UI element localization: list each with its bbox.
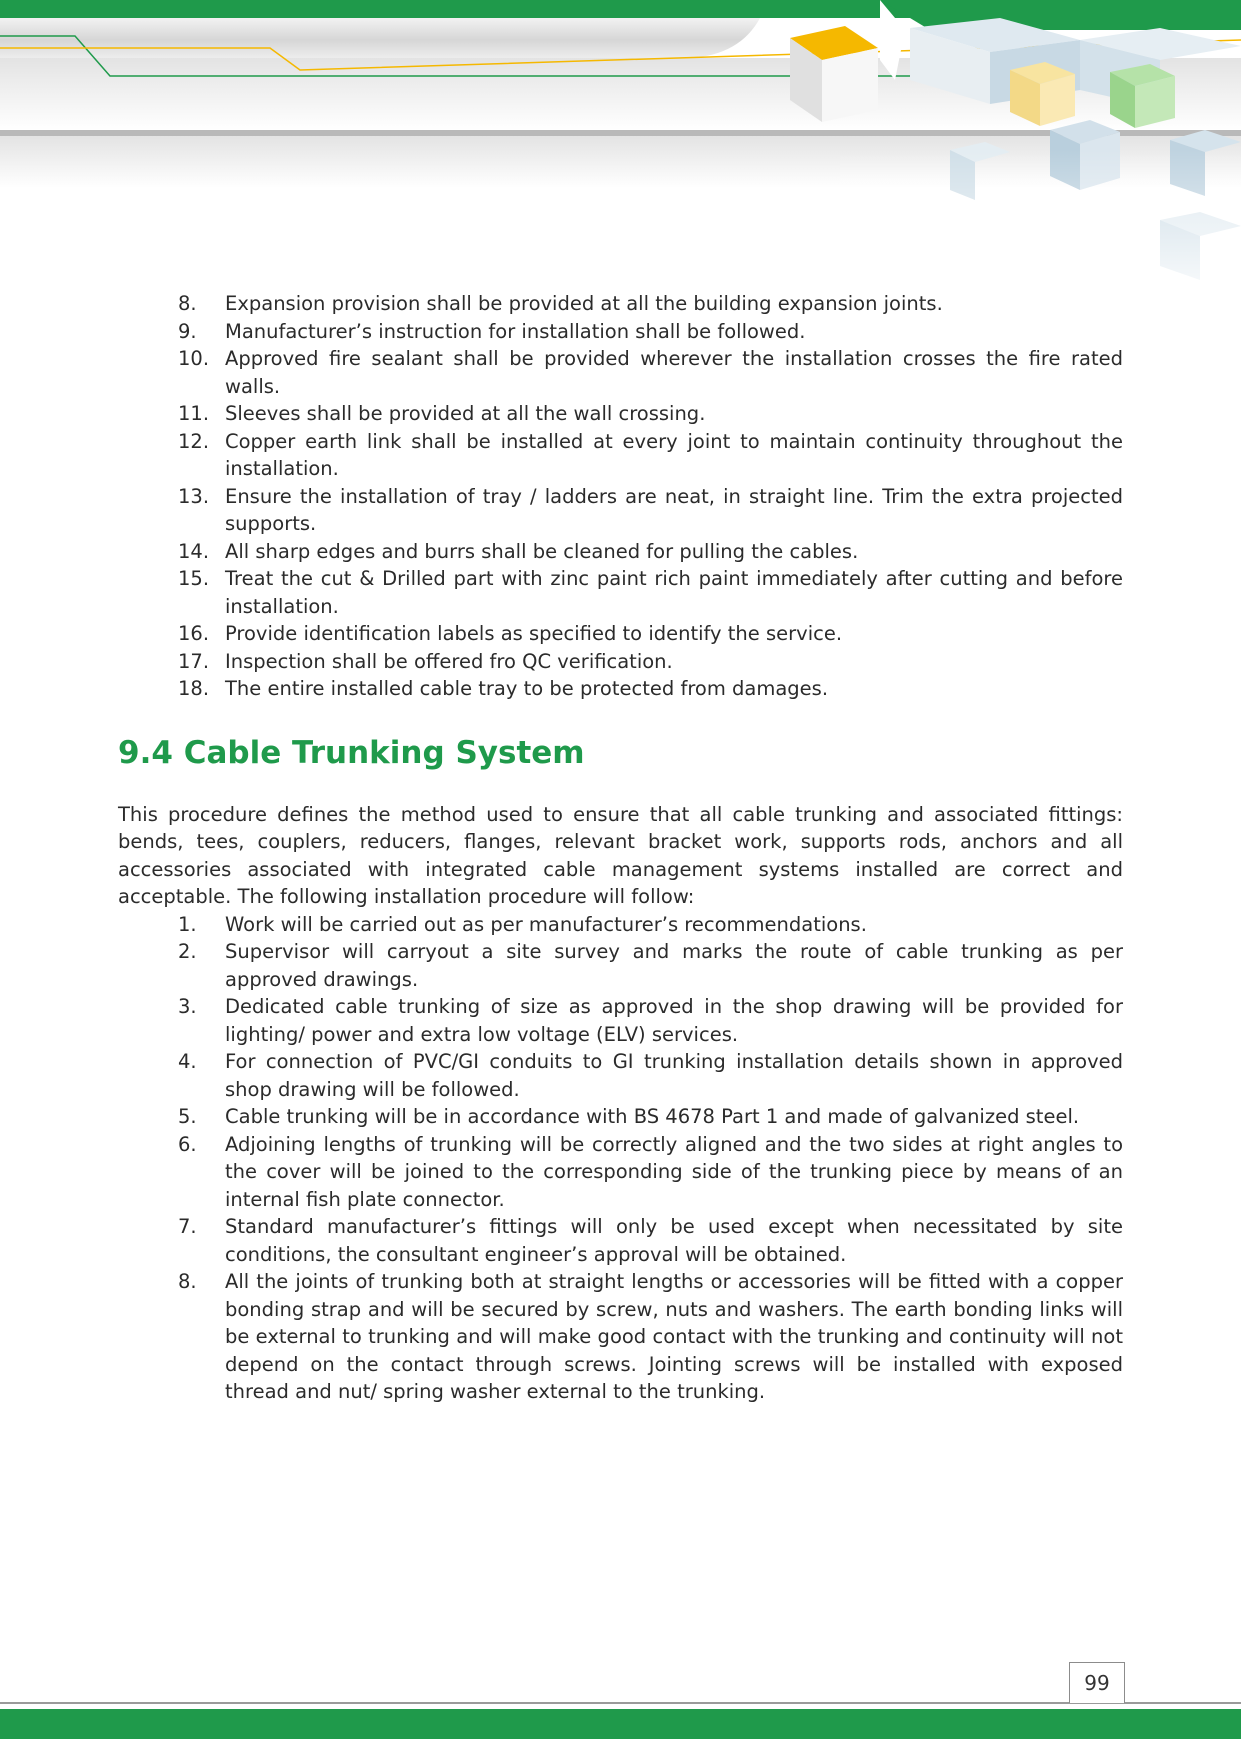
page-number: 99 bbox=[1069, 1662, 1125, 1703]
list-item: 16. Provide identification labels as specified to identify the service. bbox=[178, 622, 843, 645]
section-heading: 9.4 Cable Trunking System bbox=[118, 734, 585, 771]
grey-swoosh bbox=[0, 18, 760, 58]
list-item: 5. Cable trunking will be in accordance with BS 4678 Part 1 and made of galvanized steel. bbox=[178, 1105, 1080, 1128]
list-item: 11. Sleeves shall be provided at all the wall crossing. bbox=[178, 402, 706, 425]
list-item: 15. Treat the cut & Drilled part with zinc paint rich paint immediately after cutting and before installation. bbox=[178, 567, 1123, 618]
list-item: 13. Ensure the installation of tray / ladders are neat, in straight line. Trim the extra projected supports. bbox=[178, 484, 1123, 535]
list-item: 3. Dedicated cable trunking of size as approved in the shop drawing will be provided for lighting/ power and extra low voltage (ELV) services. bbox=[178, 995, 1123, 1046]
list-item: 17. Inspection shall be offered fro QC verification. bbox=[178, 649, 673, 673]
list-item: 6. Adjoining lengths of trunking will be correctly aligned and the two sides at right angles to the cover will be joined to the corresponding side of the trunking piece by means of an internal fish plate connector. bbox=[178, 1132, 1123, 1211]
list-item: 1. Work will be carried out as per manufacturer’s recommendations. bbox=[178, 912, 867, 936]
list-item: 8. All the joints of trunking both at straight lengths or accessories will be fitted with a copper bonding strap and will be secured by screw, nuts and washers. The earth bonding links will be external to trunking and will make good contact with the trunking and continuity will not depend on the contact through screws. Jointing screws will be installed with exposed thread and nut/ spring washer external to the trunking. bbox=[178, 1270, 1123, 1403]
list-item: 14. All sharp edges and burrs shall be cleaned for pulling the cables. bbox=[178, 539, 859, 563]
list-item: 12. Copper earth link shall be installed at every joint to maintain continuity throughout the installation. bbox=[178, 429, 1123, 480]
footer-green-bar bbox=[0, 1709, 1241, 1739]
section-intro: This procedure defines the method used to ensure that all cable trunking and associated fittings: bends, tees, couplers, reducers, flanges, relevant bracket work, supports rods, anchors and all accessories associated with integrated cable management systems installed are correct and acceptable. The following installation procedure will follow: bbox=[118, 802, 1123, 908]
procedure-steps bbox=[118, 911, 1123, 1406]
continued-list bbox=[118, 290, 1123, 703]
list-item: 2. Supervisor will carryout a site survey and marks the route of cable trunking as per approved drawings. bbox=[178, 940, 1123, 991]
list-item: 9. Manufacturer’s instruction for installation shall be followed. bbox=[178, 319, 806, 343]
list-item: 8. Expansion provision shall be provided at all the building expansion joints. bbox=[178, 292, 943, 315]
list-item: 4. For connection of PVC/GI conduits to GI trunking installation details shown in approved shop drawing will be followed. bbox=[178, 1050, 1123, 1101]
header-banner bbox=[0, 0, 1241, 310]
list-item: 7. Standard manufacturer’s fittings will only be used except when necessitated by site conditions, the consultant engineer’s approval will be obtained. bbox=[178, 1215, 1123, 1266]
footer-rule bbox=[0, 1702, 1241, 1704]
page-content bbox=[118, 290, 1123, 1406]
cubes-graphic bbox=[790, 0, 1241, 310]
list-item: 18. The entire installed cable tray to be protected from damages. bbox=[178, 677, 829, 700]
list-item: 10. Approved fire sealant shall be provided wherever the installation crosses the fire rated walls. bbox=[178, 347, 1123, 398]
